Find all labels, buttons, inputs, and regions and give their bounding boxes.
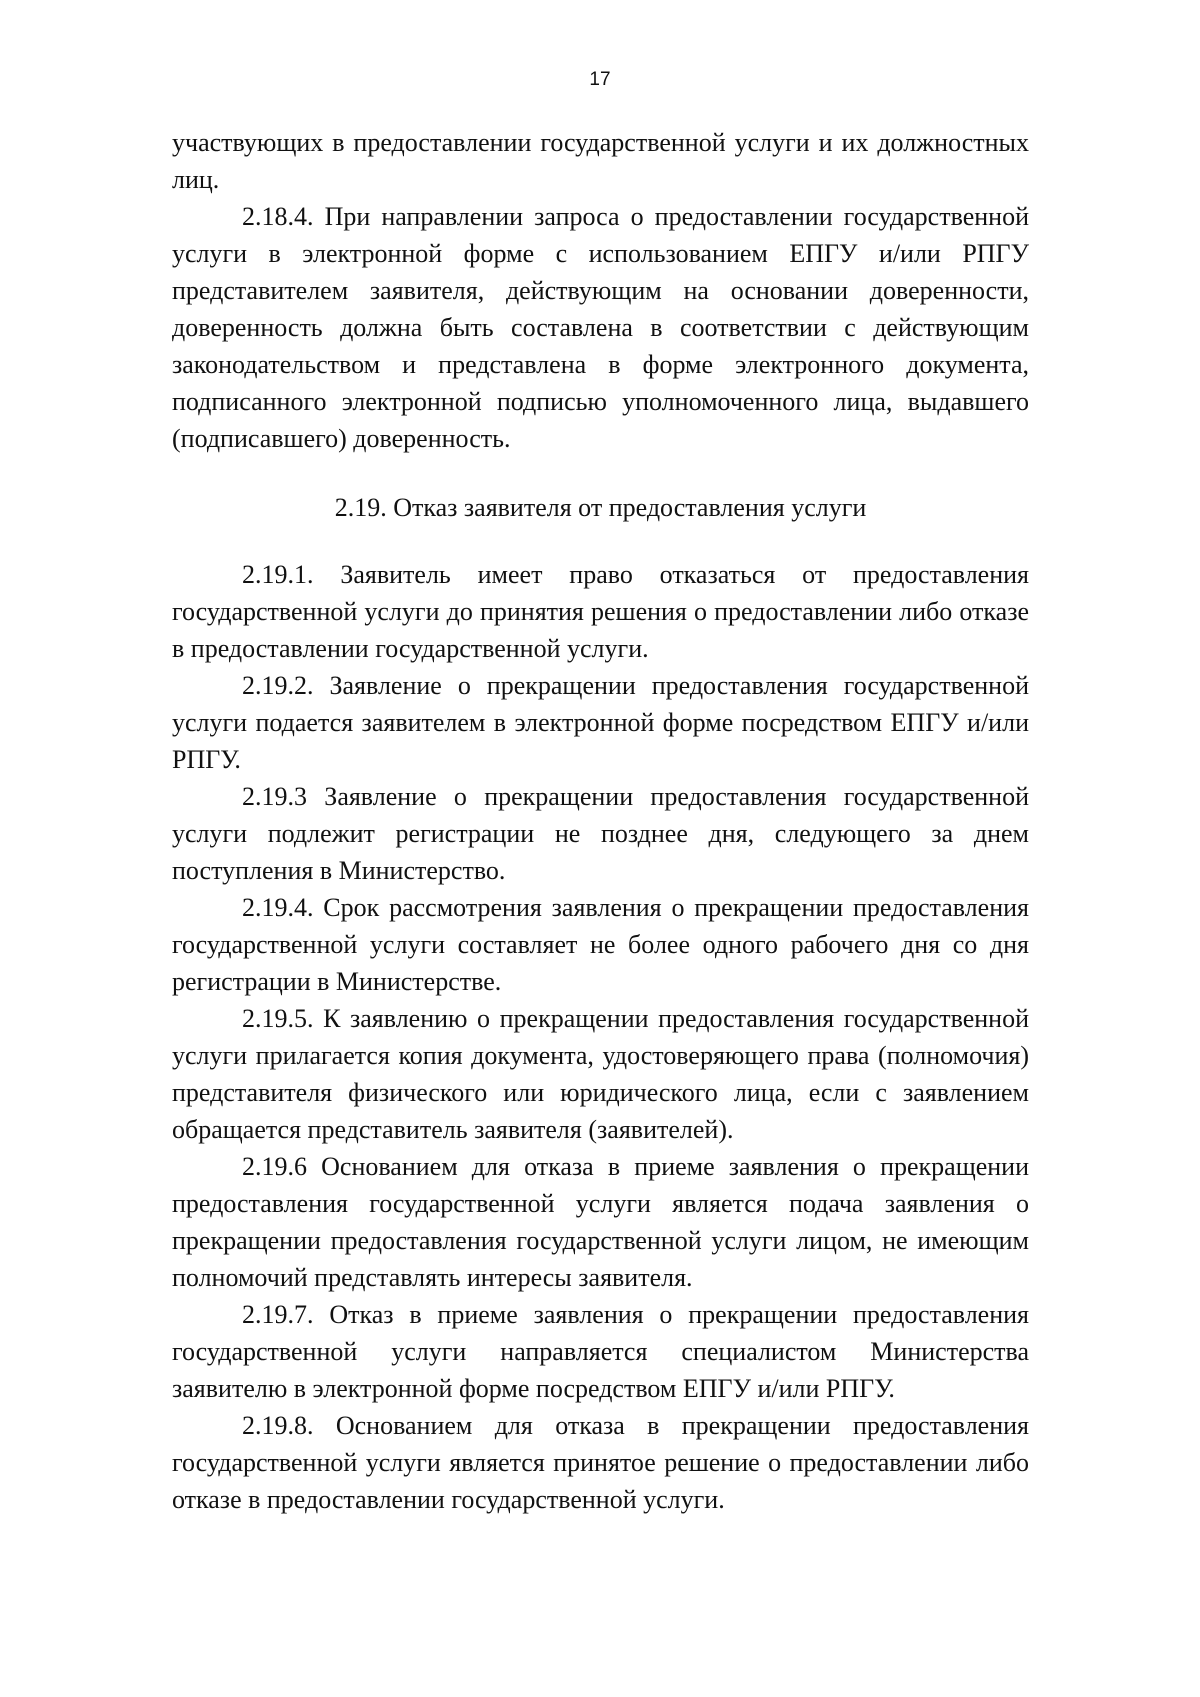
paragraph-2-18-4: 2.18.4. При направлении запроса о предоставлении государственной услуги в электронной форме с использованием ЕПГУ и/или РПГУ представителем заявителя, действующим на основании доверенности, доверенность должна быть составлена в соответствии с действующим законодательством и представлена в форме электронного документа, подписанного электронной подписью уполномоченного лица, выдавшего (подписавшего) доверенность. (172, 202, 1029, 453)
paragraph-2-19-2: 2.19.2. Заявление о прекращении предоставления государственной услуги подается заявителем в электронной форме посредством ЕПГУ и/или РПГУ. (172, 671, 1029, 774)
paragraph-2-19-3: 2.19.3 Заявление о прекращении предоставления государственной услуги подлежит регистрации не позднее дня, следующего за днем поступления в Министерство. (172, 782, 1029, 885)
paragraph-continuation: участвующих в предоставлении государственной услуги и их должностных лиц. (172, 128, 1029, 194)
page-number: 17 (589, 69, 611, 90)
paragraph-2-19-6: 2.19.6 Основанием для отказа в приеме заявления о прекращении предоставления государственной услуги является подача заявления о прекращении предоставления государственной услуги лицом, не имеющим полномочий представлять интересы заявителя. (172, 1152, 1029, 1292)
paragraph-2-19-8: 2.19.8. Основанием для отказа в прекращении предоставления государственной услуги является принятое решение о предоставлении либо отказе в предоставлении государственной услуги. (172, 1411, 1029, 1514)
paragraph-2-19-1: 2.19.1. Заявитель имеет право отказаться от предоставления государственной услуги до принятия решения о предоставлении либо отказе в предоставлении государственной услуги. (172, 560, 1029, 663)
paragraph-2-19-4: 2.19.4. Срок рассмотрения заявления о прекращении предоставления государственной услуги составляет не более одного рабочего дня со дня регистрации в Министерстве. (172, 893, 1029, 996)
paragraph-2-19-7: 2.19.7. Отказ в приеме заявления о прекращении предоставления государственной услуги направляется специалистом Министерства заявителю в электронной форме посредством ЕПГУ и/или РПГУ. (172, 1300, 1029, 1403)
paragraph-2-19-5: 2.19.5. К заявлению о прекращении предоставления государственной услуги прилагается копия документа, удостоверяющего права (полномочия) представителя физического или юридического лица, если с заявлением обращается представитель заявителя (заявителей). (172, 1004, 1029, 1144)
document-body (172, 124, 1029, 1518)
section-heading: 2.19. Отказ заявителя от предоставления услуги (334, 493, 867, 522)
